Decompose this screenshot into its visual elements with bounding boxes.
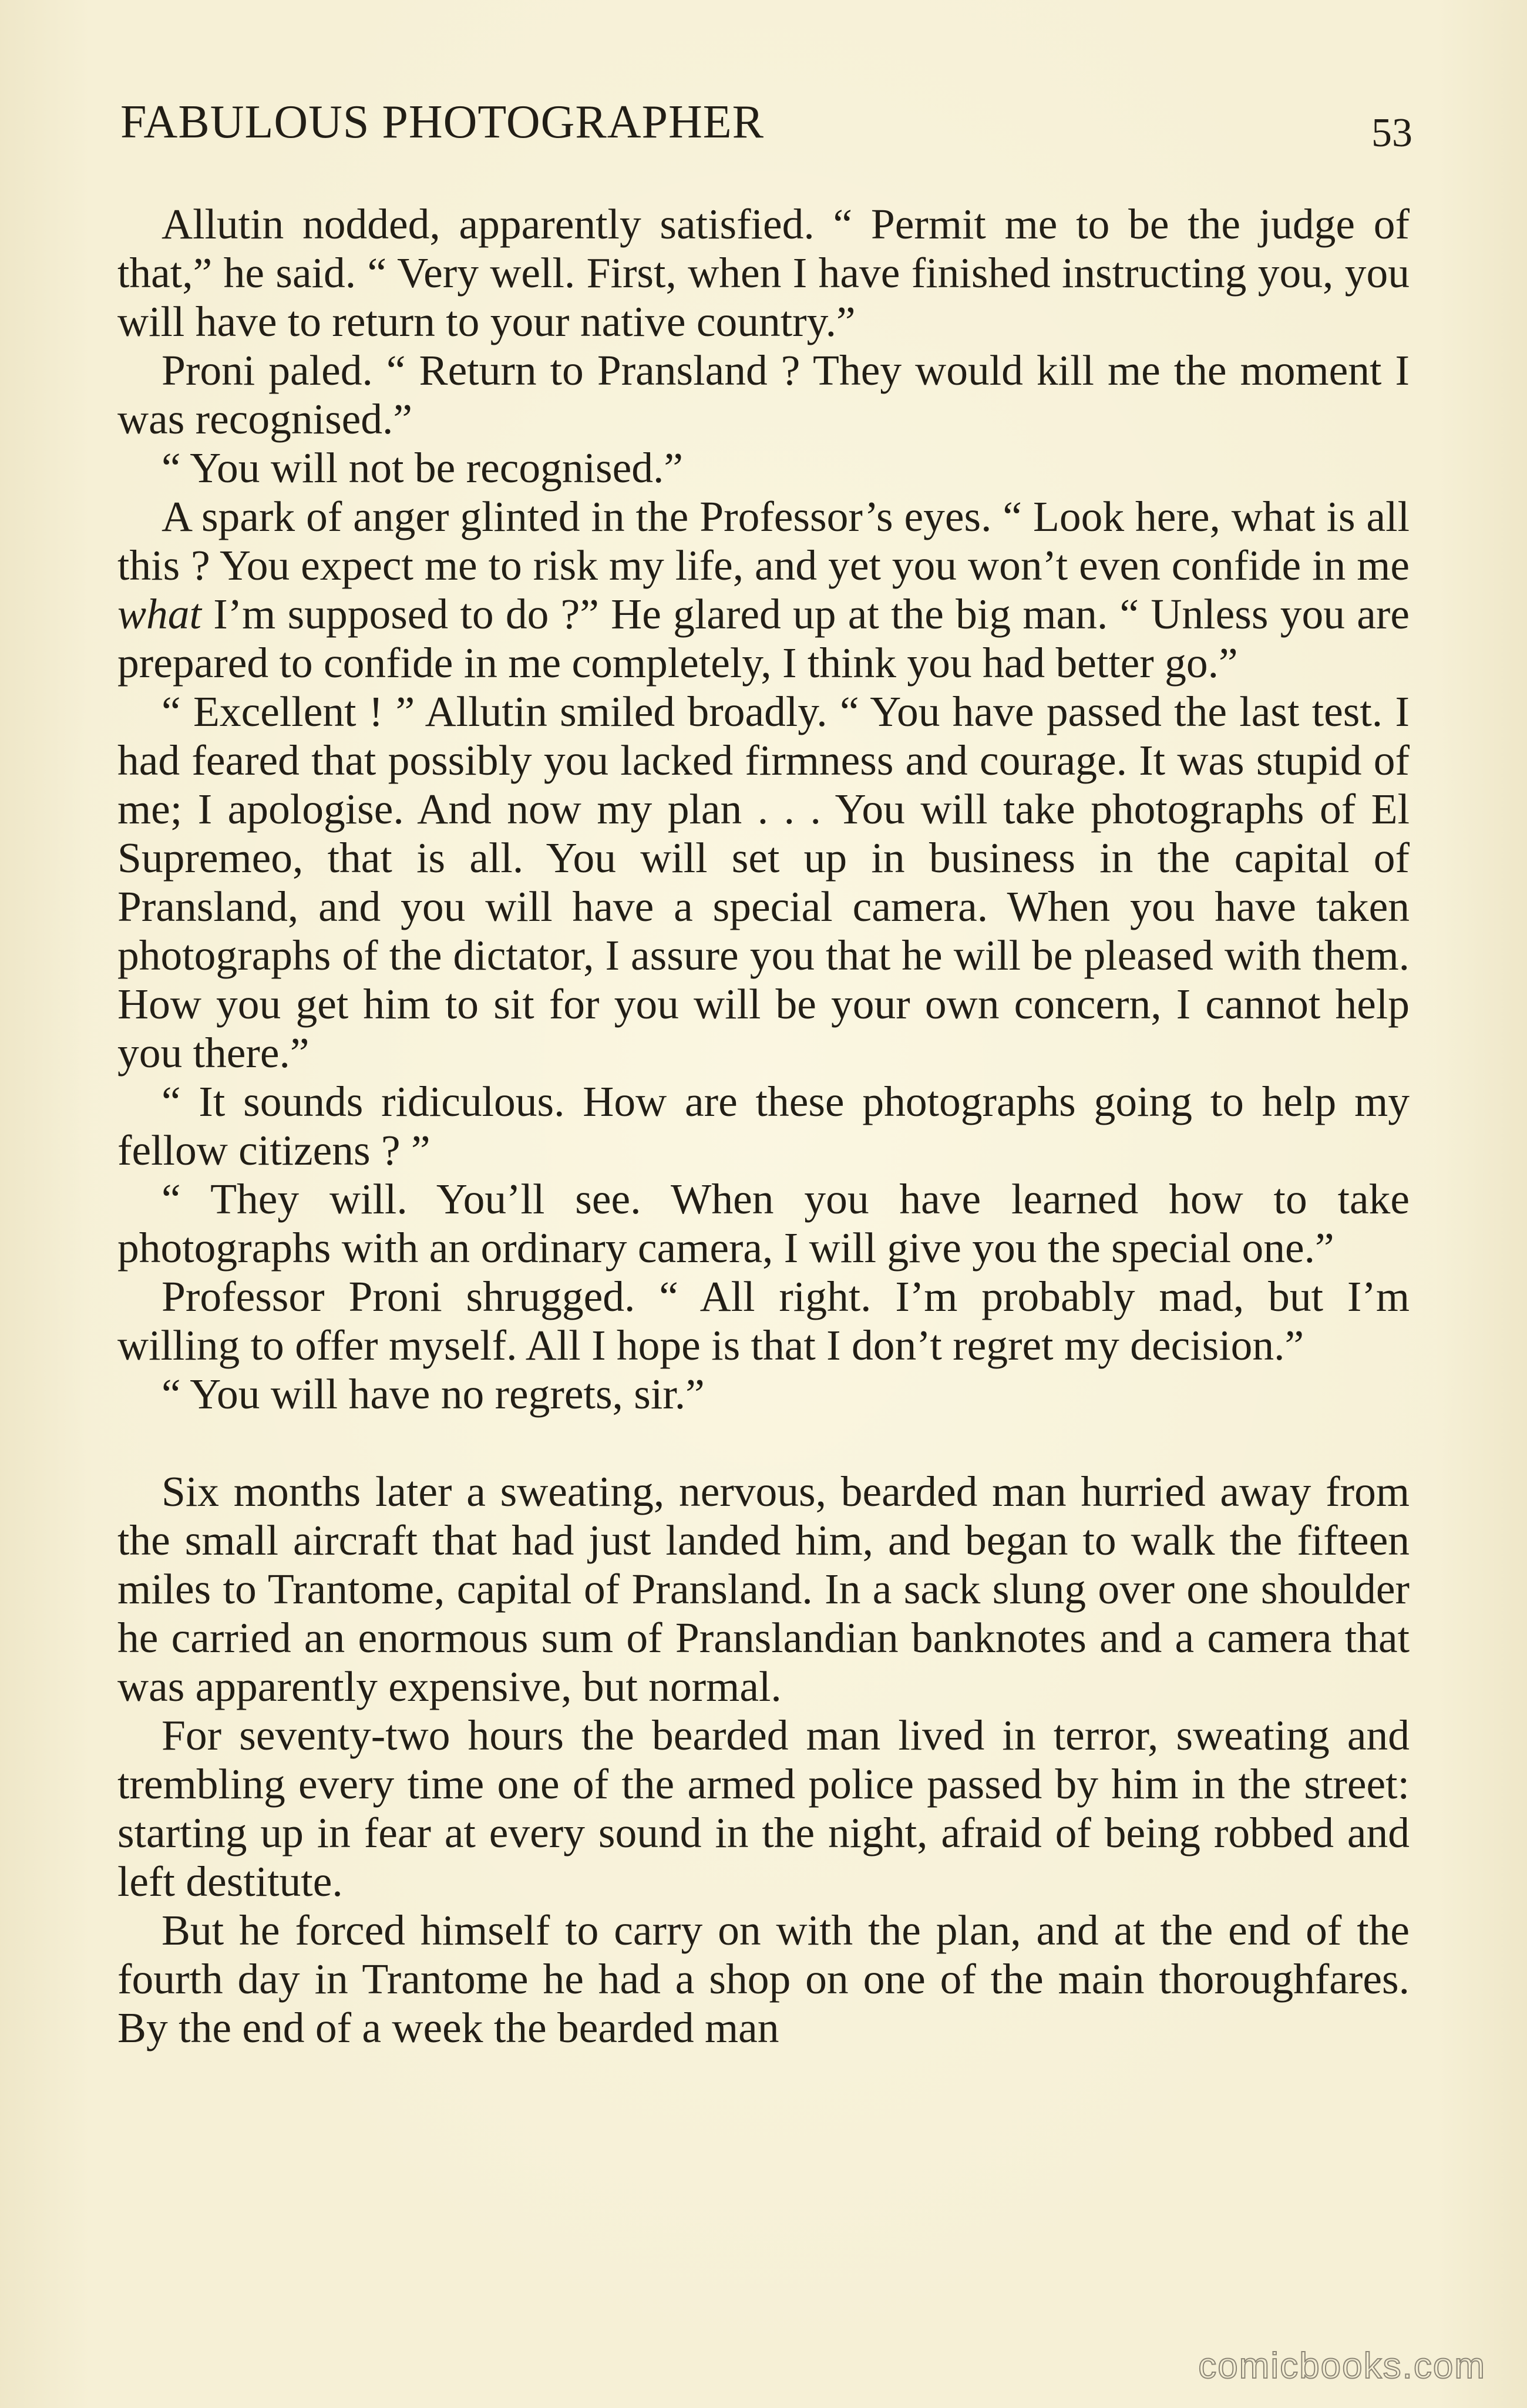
paragraph: “ You will not be recognised.” xyxy=(162,444,683,492)
page-number: 53 xyxy=(1371,110,1412,156)
paragraph: Allutin nodded, apparently satisfied. “ Permit me to be the judge of that,” he said. “ Very well. First, when I have finished instructing you, you will have to return to your native country.” xyxy=(117,200,1410,345)
paragraph: “ You will have no regrets, sir.” xyxy=(162,1370,705,1418)
paragraph: Six months later a sweating, nervous, bearded man hurried away from the small aircraft that had just landed him, and began to walk the fifteen miles to Trantome, capital of Pransland. In a sack slung over one shoulder he carried an enormous sum of Pranslandian banknotes and a camera that was apparently expensive, but normal. xyxy=(117,1468,1410,1710)
paragraph: “ It sounds ridiculous. How are these photographs going to help my fellow citizens ? ” xyxy=(117,1078,1410,1174)
watermark: comicbooks.com xyxy=(1198,2346,1486,2386)
paragraph: Professor Proni shrugged. “ All right. I’m probably mad, but I’m willing to offer myself. All I hope is that I don’t regret my decision.” xyxy=(117,1273,1410,1369)
paragraph-text: A spark of anger glinted in the Professor’s eyes. “ Look here, what is all this ? You expect me to risk my life, and yet you won’t even confide in me xyxy=(117,493,1410,589)
body-text xyxy=(117,200,1410,2052)
paragraph-text: I’m supposed to do ?” He glared up at the big man. “ Unless you are prepared to confide in me completely, I think you had better go.” xyxy=(117,590,1410,687)
paragraph: But he forced himself to carry on with the plan, and at the end of the fourth day in Trantome he had a shop on one of the main thoroughfares. By the end of a week the bearded man xyxy=(117,1906,1410,2051)
paragraph: “ They will. You’ll see. When you have learned how to take photographs with an ordinary camera, I will give you the special one.” xyxy=(117,1175,1410,1272)
paragraph: Proni paled. “ Return to Pransland ? They would kill me the moment I was recognised.” xyxy=(117,347,1410,443)
paragraph: “ Excellent ! ” Allutin smiled broadly. “ You have passed the last test. I had feared that possibly you lacked firmness and courage. It was stupid of me; I apologise. And now my plan . . . You will take photographs of El Supremeo, that is all. You will set up in business in the capital of Pransland, and you will have a special camera. When you have taken photographs of the dictator, I assure you that he will be pleased with them. How you get him to sit for you will be your own concern, I cannot help you there.” xyxy=(117,688,1410,1077)
paragraph xyxy=(117,492,1410,687)
paragraph: For seventy-two hours the bearded man lived in terror, sweating and trembling every time one of the armed police passed by him in the street: starting up in fear at every sound in the night, afraid of being robbed and left destitute. xyxy=(117,1711,1410,1905)
running-title: FABULOUS PHOTOGRAPHER xyxy=(120,96,764,148)
emphasized-word: what xyxy=(117,590,201,638)
